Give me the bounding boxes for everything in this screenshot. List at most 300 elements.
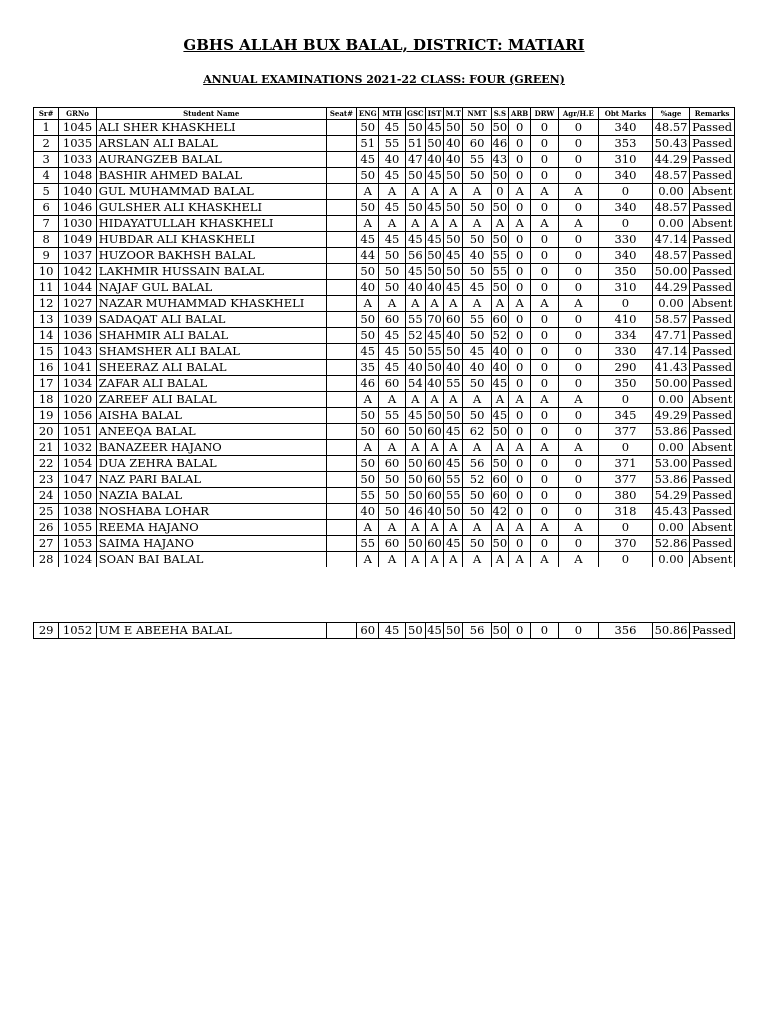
table-cell: 60 (492, 312, 508, 326)
table-cell: ZAFAR ALI BALAL (96, 376, 326, 392)
table-cell: A (463, 216, 491, 232)
table-cell: 0 (531, 280, 558, 296)
table-cell: 40 (427, 376, 442, 390)
table-row (34, 328, 735, 344)
table-cell: 0 (558, 312, 599, 328)
table-cell: 0 (558, 280, 599, 296)
table-cell: 0 (599, 552, 653, 568)
table-cell: Passed (690, 344, 735, 360)
table-cell: 0 (558, 264, 599, 280)
table-row (34, 232, 735, 248)
column-header: NMT (463, 108, 491, 120)
table-cell: Passed (690, 376, 735, 392)
table-cell: SHEERAZ ALI BALAL (96, 360, 326, 376)
table-cell: 55 (379, 408, 405, 424)
table-cell: 42 (492, 504, 508, 518)
table-cell: A (558, 184, 599, 200)
table-cell: ARSLAN ALI BALAL (96, 136, 326, 152)
table-cell: Passed (690, 328, 735, 344)
table-row (34, 408, 735, 424)
table-cell (326, 248, 356, 264)
table-cell: 50 (463, 328, 491, 344)
table-cell: A (463, 440, 491, 456)
table-cell: 60 (379, 456, 405, 472)
table-cell: 0 (558, 360, 599, 376)
table-cell: 48.57 (652, 200, 689, 216)
table-cell: 0 (531, 328, 558, 344)
table-cell: 310 (599, 152, 653, 168)
results-table-continued (33, 622, 735, 639)
table-cell: 0 (558, 472, 599, 488)
table-cell: 1036 (59, 328, 96, 344)
table-cell: 1053 (59, 536, 96, 552)
table-cell: 50 (405, 472, 425, 488)
table-cell: 45 (427, 623, 442, 637)
table-cell: Absent (690, 552, 735, 568)
table-cell: 50 (463, 376, 491, 392)
table-cell: 28 (34, 552, 59, 568)
table-cell: UM E ABEEHA BALAL (96, 623, 326, 639)
table-cell: 370 (599, 536, 653, 552)
table-cell: 0 (531, 488, 558, 504)
table-cell (326, 440, 356, 456)
table-cell: 60 (427, 456, 442, 470)
table-cell: SOAN BAI BALAL (96, 552, 326, 568)
table-cell: 50 (444, 623, 463, 639)
table-cell: 56 (463, 456, 491, 472)
table-cell: A (425, 552, 443, 568)
table-cell: 1056 (59, 408, 96, 424)
table-cell: A (558, 520, 599, 536)
table-cell: 0.00 (652, 392, 689, 408)
table-cell: 51 (405, 136, 425, 152)
table-cell: 0 (531, 264, 558, 280)
table-cell: 50 (444, 264, 463, 280)
table-cell: A (531, 392, 558, 408)
table-cell: 0 (531, 504, 558, 520)
table-cell (326, 312, 356, 328)
table-cell: Passed (690, 623, 735, 639)
table-cell: A (379, 520, 405, 536)
table-cell: 0 (508, 408, 530, 424)
table-cell: 50.86 (652, 623, 689, 639)
table-cell: NAZAR MUHAMMAD KHASKHELI (96, 296, 326, 312)
table-cell: 55 (444, 488, 463, 504)
table-cell: 45 (427, 120, 442, 134)
table-cell: 50 (444, 344, 463, 360)
table-cell: 50 (444, 200, 463, 216)
table-cell: 0 (558, 376, 599, 392)
table-cell: A (357, 184, 379, 200)
table-cell: 49.29 (652, 408, 689, 424)
table-cell (326, 408, 356, 424)
table-row (34, 296, 735, 312)
table-cell: SHAMSHER ALI BALAL (96, 344, 326, 360)
table-cell: 50 (492, 120, 508, 134)
table-cell: 310 (599, 280, 653, 296)
table-cell: 0 (531, 168, 558, 184)
table-row (34, 392, 735, 408)
table-cell: 0 (558, 248, 599, 264)
table-cell: DUA ZEHRA BALAL (96, 456, 326, 472)
table-cell: 22 (34, 456, 59, 472)
table-cell: 50 (444, 408, 463, 424)
table-row (34, 520, 735, 536)
table-cell: 50 (492, 536, 508, 550)
table-cell: 45 (427, 328, 442, 342)
table-cell: 60 (379, 536, 405, 552)
table-cell: A (357, 296, 379, 312)
table-cell: 0 (531, 424, 558, 440)
table-cell: 0 (531, 472, 558, 488)
table-cell: 20 (34, 424, 59, 440)
table-cell: A (379, 440, 405, 456)
table-cell: 50 (492, 280, 508, 294)
table-cell: BASHIR AHMED BALAL (96, 168, 326, 184)
table-cell (326, 184, 356, 200)
table-cell: 45 (379, 200, 405, 216)
column-header: Agr/H.E (558, 108, 599, 120)
table-cell: Absent (690, 296, 735, 312)
table-cell (326, 552, 356, 568)
table-cell (326, 456, 356, 472)
table-row (34, 136, 735, 152)
table-cell: 56 (405, 248, 425, 264)
table-cell (326, 328, 356, 344)
table-cell: A (357, 552, 379, 568)
table-cell: 0 (508, 120, 530, 136)
table-cell: SHAHMIR ALI BALAL (96, 328, 326, 344)
table-cell: A (491, 440, 508, 456)
table-cell: 12 (34, 296, 59, 312)
table-cell: Passed (690, 264, 735, 280)
table-cell: 45 (379, 232, 405, 248)
table-cell: 44.29 (652, 152, 689, 168)
table-cell: Passed (690, 200, 735, 216)
table-cell: 40 (492, 344, 508, 358)
table-cell: 60 (379, 376, 405, 392)
table-cell: A (379, 216, 405, 232)
table-cell: 54.29 (652, 488, 689, 504)
column-header: %age (652, 108, 689, 120)
table-cell: 0 (531, 232, 558, 248)
table-cell: 45 (444, 424, 463, 440)
table-cell: 14 (34, 328, 59, 344)
table-cell: 55 (444, 472, 463, 488)
table-row (34, 424, 735, 440)
table-cell (326, 472, 356, 488)
table-cell: 52 (405, 328, 425, 344)
table-cell: A (444, 520, 463, 536)
table-cell: Absent (690, 440, 735, 456)
table-cell: 1050 (59, 488, 96, 504)
table-cell: SADAQAT ALI BALAL (96, 312, 326, 328)
table-cell: 45 (444, 456, 463, 472)
column-header: S.S (491, 108, 508, 120)
table-cell: 0 (508, 376, 530, 392)
table-cell: 44 (357, 248, 379, 264)
table-cell: 45 (444, 280, 463, 296)
table-cell: 50 (405, 344, 425, 360)
table-cell (326, 264, 356, 280)
table-cell: 55 (405, 312, 425, 328)
table-cell: A (444, 392, 463, 408)
table-cell: Passed (690, 424, 735, 440)
table-cell: A (405, 552, 425, 568)
table-cell: 350 (599, 376, 653, 392)
results-table (33, 107, 735, 567)
table-cell: A (444, 552, 463, 568)
table-cell: 0 (491, 184, 508, 200)
table-cell: 62 (463, 424, 491, 440)
table-cell: A (491, 296, 508, 312)
table-cell: 377 (599, 424, 653, 440)
table-cell: 350 (599, 264, 653, 280)
table-cell: A (531, 440, 558, 456)
table-cell: 40 (444, 328, 463, 344)
table-cell: 1047 (59, 472, 96, 488)
table-cell: A (425, 184, 443, 200)
table-cell: 0 (558, 488, 599, 504)
table-cell: 40 (444, 360, 463, 376)
table-cell: 50 (463, 232, 491, 248)
table-cell: Passed (690, 280, 735, 296)
table-cell: 0 (508, 264, 530, 280)
table-cell: 50 (405, 200, 425, 216)
table-cell: 45 (492, 376, 508, 390)
table-cell: 45 (463, 280, 491, 296)
table-cell: A (425, 392, 443, 408)
table-cell: A (405, 440, 425, 456)
table-row (34, 440, 735, 456)
table-cell: A (491, 520, 508, 536)
table-cell: 340 (599, 168, 653, 184)
table-cell: 56 (463, 623, 491, 639)
table-cell: 0 (599, 520, 653, 536)
table-row (34, 536, 735, 552)
table-cell: 50 (405, 623, 425, 639)
table-cell (326, 424, 356, 440)
table-cell: 48.57 (652, 248, 689, 264)
table-cell: 50 (357, 264, 379, 280)
column-header: M.T (445, 109, 461, 118)
table-cell: A (357, 216, 379, 232)
table-row (34, 264, 735, 280)
table-cell: 8 (34, 232, 59, 248)
table-cell: 0 (508, 424, 530, 440)
table-cell: 50 (379, 488, 405, 504)
table-cell: A (405, 184, 425, 200)
table-cell: ANEEQA BALAL (96, 424, 326, 440)
column-header: Sr# (34, 108, 59, 120)
table-cell: 0.00 (652, 520, 689, 536)
table-cell: 45 (444, 248, 463, 264)
table-cell: 0.00 (652, 296, 689, 312)
table-cell: 318 (599, 504, 653, 520)
table-cell: A (463, 520, 491, 536)
table-cell: A (425, 216, 443, 232)
table-cell: 371 (599, 456, 653, 472)
column-header: IST (425, 108, 443, 120)
table-row (34, 504, 735, 520)
table-cell: 21 (34, 440, 59, 456)
table-cell: A (444, 216, 463, 232)
table-cell: 0 (508, 232, 530, 248)
table-cell: 40 (405, 280, 425, 296)
table-cell: 0 (558, 424, 599, 440)
table-cell: 44.29 (652, 280, 689, 296)
table-cell (326, 376, 356, 392)
table-cell: 50 (463, 536, 491, 552)
table-cell: A (444, 184, 463, 200)
table-cell: 55 (357, 488, 379, 504)
table-cell: 18 (34, 392, 59, 408)
table-cell: 0 (558, 328, 599, 344)
table-cell: 3 (34, 152, 59, 168)
table-cell: A (357, 520, 379, 536)
table-cell: 0 (508, 360, 530, 376)
table-cell: 0 (558, 504, 599, 520)
table-cell: 17 (34, 376, 59, 392)
table-cell: 0 (599, 296, 653, 312)
column-header: MTH (379, 108, 405, 120)
table-cell: 0 (599, 440, 653, 456)
table-cell (326, 520, 356, 536)
table-cell: A (463, 552, 491, 568)
table-cell: A (531, 552, 558, 568)
table-cell: 15 (34, 344, 59, 360)
column-header: Obt Marks (599, 108, 653, 120)
table-cell: 0 (531, 200, 558, 216)
table-cell: 0 (508, 536, 530, 552)
table-cell: 0.00 (652, 440, 689, 456)
table-cell: 26 (34, 520, 59, 536)
table-cell: 0 (558, 623, 599, 639)
table-cell: 1042 (59, 264, 96, 280)
table-cell: A (508, 392, 530, 408)
table-cell: 353 (599, 136, 653, 152)
table-cell: Absent (690, 184, 735, 200)
table-cell: 41.43 (652, 360, 689, 376)
table-cell: 0 (531, 312, 558, 328)
table-cell: 1052 (59, 623, 96, 639)
table-cell (326, 120, 356, 136)
table-cell: 40 (463, 360, 491, 376)
table-cell: 55 (357, 536, 379, 552)
table-cell: 52.86 (652, 536, 689, 552)
table-cell (326, 280, 356, 296)
table-cell: 10 (34, 264, 59, 280)
table-row (34, 200, 735, 216)
table-cell: 45 (379, 120, 405, 136)
table-cell: Absent (690, 216, 735, 232)
table-cell: 0 (558, 456, 599, 472)
table-cell: 50 (357, 200, 379, 216)
table-cell: 45 (357, 232, 379, 248)
table-cell: 1051 (59, 424, 96, 440)
table-cell: A (558, 440, 599, 456)
table-cell: 50 (444, 504, 463, 520)
table-cell: 0 (531, 248, 558, 264)
table-row (34, 360, 735, 376)
table-cell: 40 (405, 360, 425, 376)
table-cell: A (508, 216, 530, 232)
table-cell (326, 200, 356, 216)
column-header: Student Name (96, 108, 326, 120)
table-cell: 1038 (59, 504, 96, 520)
table-cell: 50 (463, 504, 491, 520)
table-row (34, 168, 735, 184)
table-cell: 40 (492, 360, 508, 374)
table-cell: Passed (690, 120, 735, 136)
table-cell: 330 (599, 232, 653, 248)
table-cell: A (425, 520, 443, 536)
table-cell: 0 (558, 344, 599, 360)
table-cell: 1046 (59, 200, 96, 216)
table-cell: 45 (405, 232, 425, 248)
table-cell: 45 (379, 344, 405, 360)
table-cell: 0 (508, 472, 530, 488)
column-header: Seat# (326, 108, 356, 120)
table-cell: 47.71 (652, 328, 689, 344)
table-cell: 50 (492, 424, 508, 438)
table-cell: 0 (531, 456, 558, 472)
table-cell: 45 (379, 623, 405, 639)
table-cell: 0 (508, 312, 530, 328)
table-cell: 55 (427, 344, 442, 358)
table-cell: 0 (558, 152, 599, 168)
table-cell: A (357, 440, 379, 456)
table-cell: 55 (463, 152, 491, 168)
table-cell: 1039 (59, 312, 96, 328)
table-cell: A (508, 552, 530, 568)
table-cell: 50 (405, 120, 425, 136)
table-cell: 40 (427, 504, 442, 518)
table-cell: 27 (34, 536, 59, 552)
table-cell: 50 (357, 456, 379, 472)
table-cell: 47.14 (652, 344, 689, 360)
table-cell: 0 (531, 360, 558, 376)
table-cell: 55 (492, 264, 508, 278)
table-cell: 50 (463, 168, 491, 184)
table-cell: A (379, 392, 405, 408)
table-cell: 0 (508, 623, 530, 639)
table-cell: 377 (599, 472, 653, 488)
table-cell: 1048 (59, 168, 96, 184)
table-cell: 0 (558, 232, 599, 248)
table-cell: 60 (427, 536, 442, 550)
column-header: DRW (531, 108, 558, 120)
table-cell (326, 488, 356, 504)
table-cell: 0 (508, 152, 530, 168)
table-row (34, 184, 735, 200)
table-cell: 1033 (59, 152, 96, 168)
table-cell: 50.00 (652, 264, 689, 280)
table-cell: 0 (558, 408, 599, 424)
table-cell: 50 (379, 248, 405, 264)
table-cell: 0 (508, 344, 530, 360)
table-cell: 1054 (59, 456, 96, 472)
table-cell: 55 (463, 312, 491, 328)
table-cell: 1055 (59, 520, 96, 536)
table-cell: 40 (444, 152, 463, 168)
table-cell: 50 (357, 328, 379, 344)
table-cell: 45 (379, 328, 405, 344)
table-cell: 9 (34, 248, 59, 264)
table-cell: NOSHABA LOHAR (96, 504, 326, 520)
table-cell: 0 (508, 136, 530, 152)
table-cell: 45 (357, 344, 379, 360)
